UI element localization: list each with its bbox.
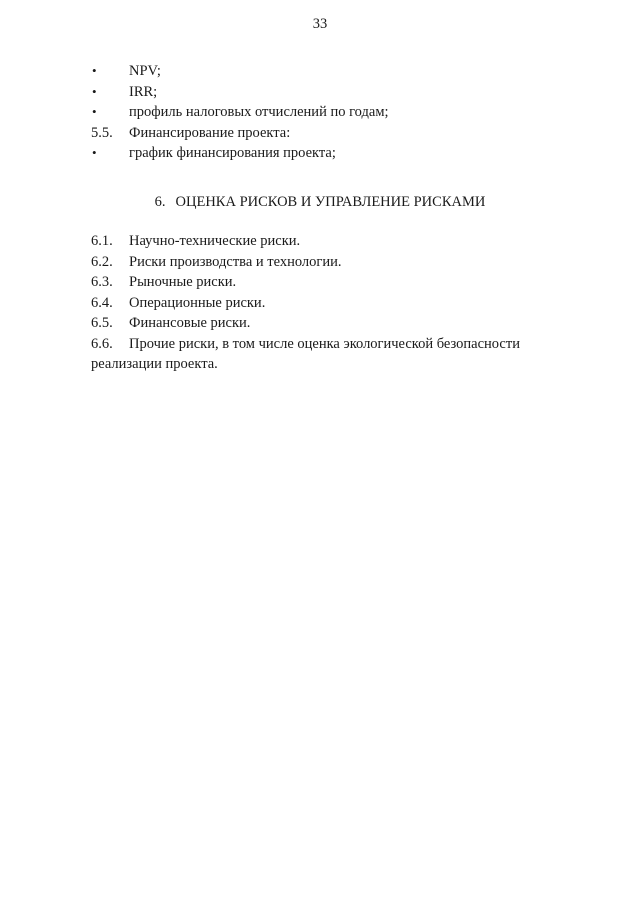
subsection-title: Научно-технические риски.: [129, 233, 301, 249]
bullet-marker: •: [92, 63, 97, 78]
list-item: [91, 102, 561, 123]
subsection-item: [91, 123, 561, 144]
subsection-item: [91, 272, 561, 293]
subsection-title: Финансирование проекта:: [129, 124, 291, 141]
subsection-item: [91, 334, 561, 375]
section-5-list: [91, 61, 561, 164]
subsection-item: [91, 231, 561, 252]
list-item-text: профиль налоговых отчислений по годам;: [129, 104, 389, 120]
section-6-list: [91, 231, 561, 375]
section-number: 6.: [154, 194, 166, 210]
subsection-title-continuation: реализации проекта.: [91, 356, 218, 372]
subsection-item: [91, 293, 561, 314]
subsection-title: Риски производства и технологии.: [129, 253, 342, 270]
subsection-title: Финансовые риски.: [129, 315, 251, 331]
bullet-marker: •: [92, 83, 97, 99]
section-6-heading: [0, 192, 640, 212]
list-item-text: график финансирования проекта;: [129, 145, 336, 161]
subsection-number: 6.6.: [91, 335, 113, 352]
section-title: ОЦЕНКА РИСКОВ И УПРАВЛЕНИЕ РИСКАМИ: [175, 194, 486, 210]
page-number: 33: [312, 16, 328, 32]
subsection-number: 6.2.: [91, 253, 113, 270]
list-item-text: NPV;: [129, 63, 161, 79]
subsection-item: [91, 313, 561, 334]
subsection-number: 6.1.: [91, 233, 113, 249]
subsection-number: 6.3.: [91, 274, 113, 290]
list-item: [91, 61, 561, 82]
subsection-title: Прочие риски, в том числе оценка экологической безопасности: [129, 335, 520, 352]
list-item: [91, 82, 561, 103]
subsection-number: 6.5.: [91, 315, 113, 331]
subsection-number: 5.5.: [91, 124, 113, 141]
subsection-title: Операционные риски.: [129, 294, 266, 311]
subsection-title: Рыночные риски.: [129, 274, 237, 290]
subsection-item: [91, 252, 561, 273]
list-item: [91, 143, 561, 164]
bullet-marker: •: [92, 145, 97, 160]
list-item-text: IRR;: [129, 83, 158, 100]
subsection-number: 6.4.: [91, 294, 113, 311]
bullet-marker: •: [92, 104, 97, 119]
